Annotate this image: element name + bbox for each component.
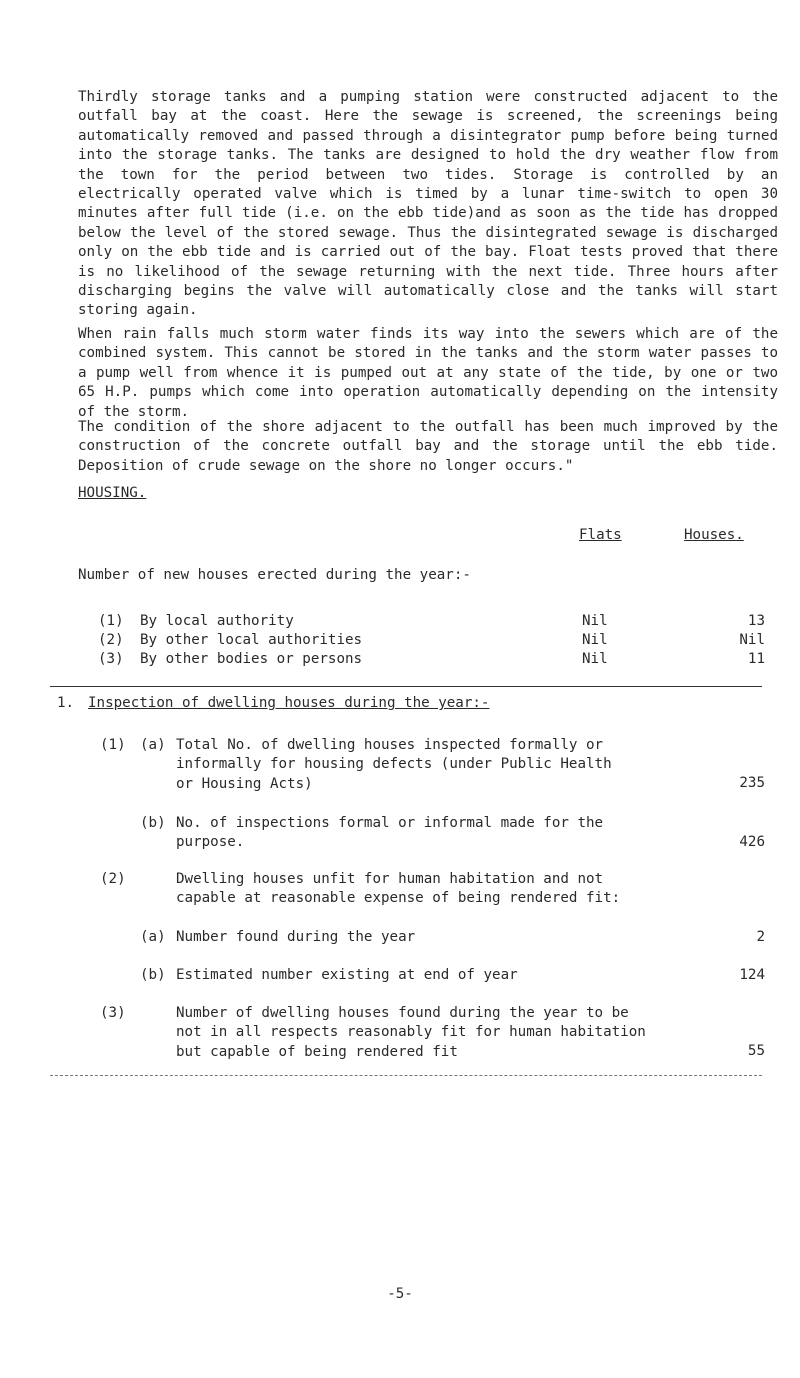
item-letter: (b) [140,967,166,983]
page-number: -5- [387,1286,413,1302]
section-divider-dashed [50,1075,762,1076]
item-text: No. of inspections formal or informal made for the purpose. [176,815,604,851]
new-houses-intro: Number of new houses erected during the year:- [78,567,471,583]
row-flats-value: Nil [582,632,608,648]
row-houses-value: 13 [747,613,765,629]
row-number: (2) [98,632,124,648]
paragraph-storage-tanks: Thirdly storage tanks and a pumping station were constructed adjacent to the outfall bay at the coast. Here the sewage is screened, the screenings being automatically removed and passed through a disintegrator pump before being turned into the storage tanks. The tanks are designed to hold the dry weather flow from the town for the period between two tides. Storage is controlled by an electrically operated valve which is timed by a lunar time-switch to open 30 minutes after full tide (i.e. on the ebb tide)and as soon as the tide has dropped below the level of the stored sewage. Thus the disintegrated sewage is discharged only on the ebb tide and is carried out of the bay. Float tests proved that there is no likelihood of the sewage returning with the next tide. Three hours after discharging begins the valve will automatically close and the tanks will start storing again. [78,89,778,319]
item-value: 235 [739,775,765,791]
paragraph-shore-condition: The condition of the shore adjacent to the outfall has been much improved by the construction of the concrete outfall bay and the storage until the ebb tide. Deposition of crude sewage on the shore no longer occurs." [78,419,778,474]
item-value: 2 [756,929,765,945]
row-number: (3) [98,651,124,667]
item-number: (1) [100,737,126,753]
section-number: 1. [57,695,75,711]
item-letter: (a) [140,929,166,945]
row-label: By other bodies or persons [140,651,363,667]
item-text: Number found during the year [176,929,416,945]
row-flats-value: Nil [582,651,608,667]
section-divider [50,686,762,687]
item-letter: (a) [140,737,166,753]
item-value: 55 [747,1043,765,1059]
item-text: Number of dwelling houses found during the year to be not in all respects reasonably fit for human habitation but capable of being rendered fit [176,1005,646,1060]
paragraph-storm-water: When rain falls much storm water finds its way into the sewers which are of the combined system. This cannot be stored in the tanks and the storm water passes to a pump well from whence it is pumped out at any state of the tide, by one or two 65 H.P. pumps which come into operation automatically depending on the intensity of the storm. [78,326,778,420]
housing-heading: HOUSING. [78,485,147,501]
table-row [0,612,800,631]
section-title: Inspection of dwelling houses during the year:- [88,695,490,711]
row-label: By other local authorities [140,632,363,648]
item-text: Total No. of dwelling houses inspected formally or informally for housing defects (under Public Health or Housing Acts) [176,737,612,792]
item-number: (3) [100,1005,126,1021]
row-label: By local authority [140,613,294,629]
item-number: (2) [100,871,126,887]
row-flats-value: Nil [582,613,608,629]
item-text: Estimated number existing at end of year [176,967,518,983]
row-houses-value: 11 [747,651,765,667]
item-letter: (b) [140,815,166,831]
table-row [0,631,800,650]
item-text: Dwelling houses unfit for human habitation and not capable at reasonable expense of being rendered fit: [176,871,621,907]
column-header-houses: Houses. [684,527,744,543]
row-houses-value: Nil [739,632,765,648]
item-value: 124 [739,967,765,983]
row-number: (1) [98,613,124,629]
table-row [0,650,800,669]
column-header-flats: Flats [579,527,622,543]
item-value: 426 [739,834,765,850]
